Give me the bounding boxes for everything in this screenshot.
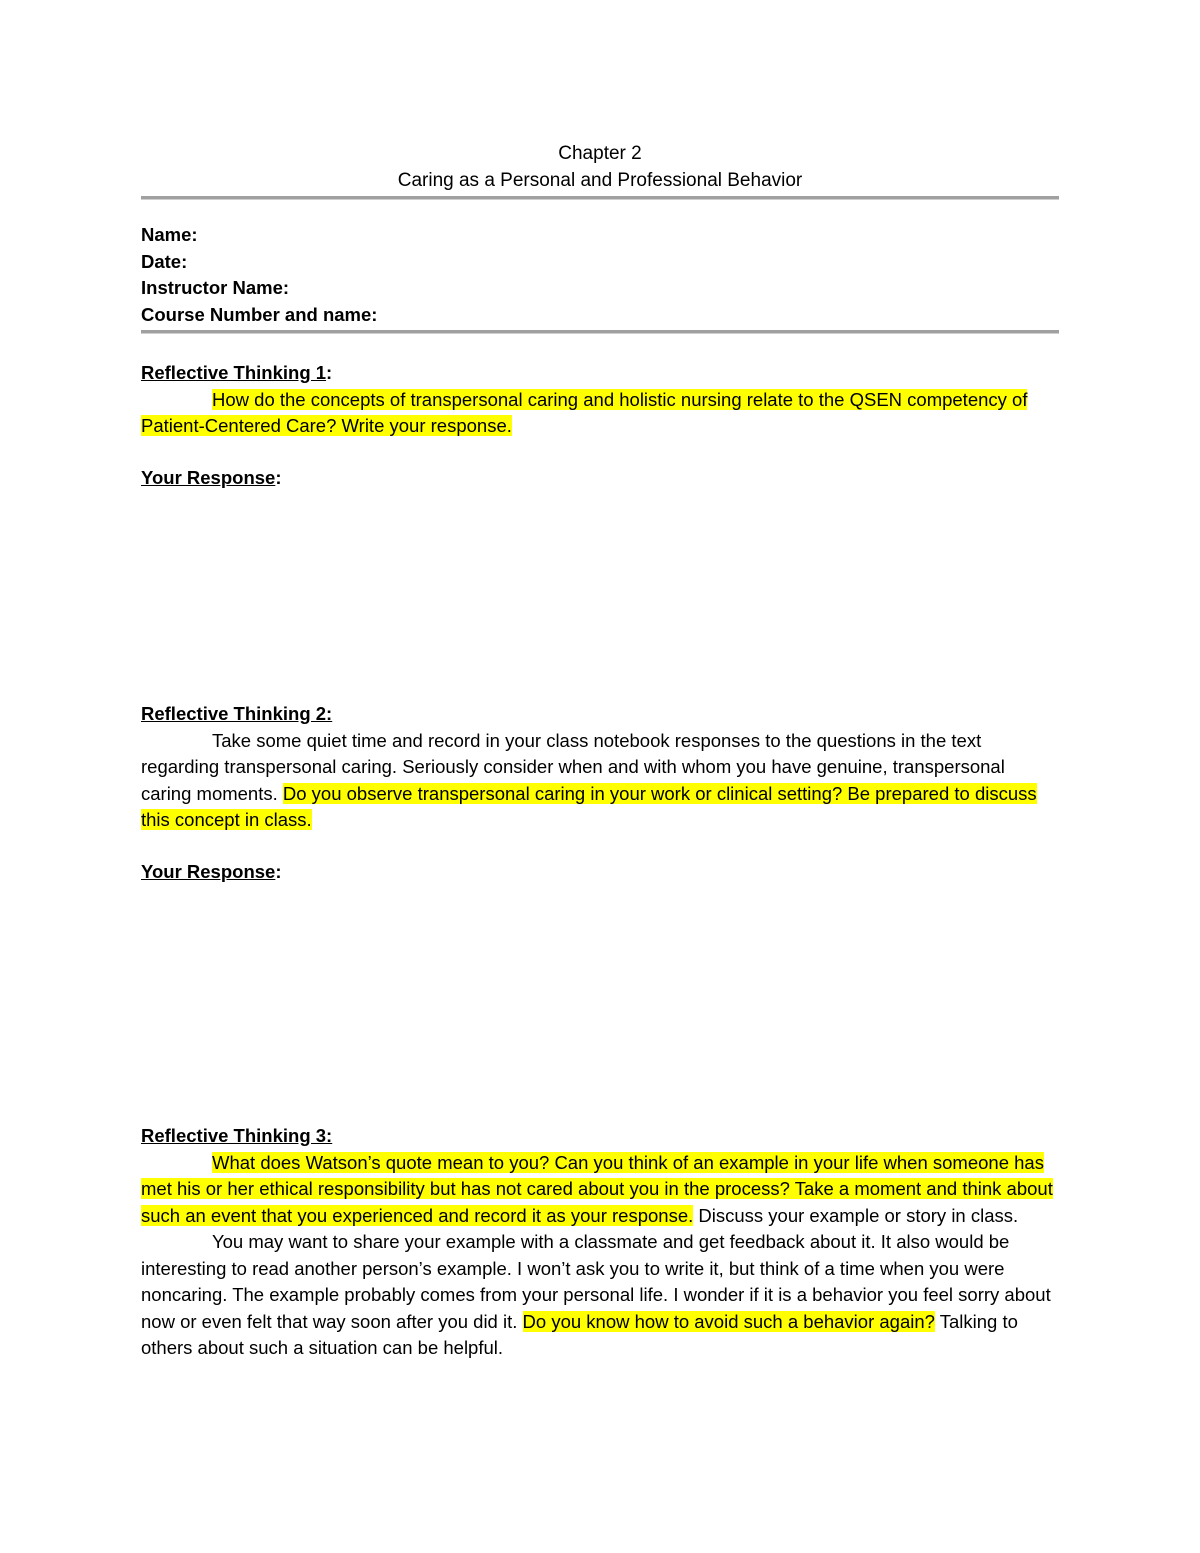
rt2-prompt (141, 728, 1059, 834)
rt1-prompt (141, 387, 1059, 440)
rt3-prompt (141, 1150, 1059, 1230)
chapter-subtitle: Caring as a Personal and Professional Behavior (397, 170, 803, 191)
document-content (141, 140, 1059, 1362)
rt3-highlighted-question: What does Watson’s quote mean to you? Can you think of an example in your life when someone has met his or her ethical responsibility but has not cared about you in the process? Take a moment and think about such an event that you experienced and record it as your response. (141, 1151, 1053, 1226)
section-reflective-thinking-1 (141, 360, 1059, 701)
date-field-label: Date: (141, 250, 188, 272)
student-info (141, 222, 1059, 328)
rt2-response-label: Your Response: (141, 860, 282, 882)
course-field-label: Course Number and name: (141, 303, 378, 325)
section-reflective-thinking-2 (141, 701, 1059, 1123)
name-field-label: Name: (141, 224, 198, 245)
chapter-title: Chapter 2 (558, 143, 642, 164)
rt2-heading: Reflective Thinking 2: (141, 703, 333, 724)
rt3-paragraph-2 (141, 1229, 1059, 1362)
rt1-heading: Reflective Thinking 1: (141, 362, 333, 383)
rt1-response-label: Your Response: (141, 466, 282, 488)
rt3-para2-highlighted-question: Do you know how to avoid such a behavior again? (522, 1310, 935, 1332)
section-reflective-thinking-3 (141, 1123, 1059, 1362)
rt3-para2-text: You may want to share your example with a classmate and get feedback about it. It also would be interesting to read another person’s example. I won’t ask you to write it, but think of a time when you were noncaring. The example probably comes from your personal life. I wonder if it is a behavior you feel sorry about now or even felt that way soon after you did it. (141, 1231, 1051, 1332)
rt3-heading: Reflective Thinking 3: (141, 1125, 333, 1146)
header-divider (141, 196, 1059, 200)
rt1-response-area[interactable] (141, 491, 1059, 701)
info-divider (141, 330, 1059, 334)
rt2-text: Take some quiet time and record in your class notebook responses to the questions in the text regarding transpersonal caring. Seriously consider when and with whom you have genuine, transpersonal caring moments. (141, 729, 1005, 804)
instructor-field-label: Instructor Name: (141, 277, 290, 298)
rt3-para2-end: Talking to others about such a situation can be helpful. (141, 1310, 1018, 1358)
rt3-text-after: Discuss your example or story in class. (693, 1204, 1019, 1226)
rt2-response-area[interactable] (141, 885, 1059, 1123)
rt2-highlighted-question: Do you observe transpersonal caring in your work or clinical setting? Be prepared to discuss this concept in class. (141, 782, 1037, 830)
rt1-highlighted-question: How do the concepts of transpersonal caring and holistic nursing relate to the QSEN competency of Patient-Centered Care? Write your response. (141, 388, 1028, 436)
